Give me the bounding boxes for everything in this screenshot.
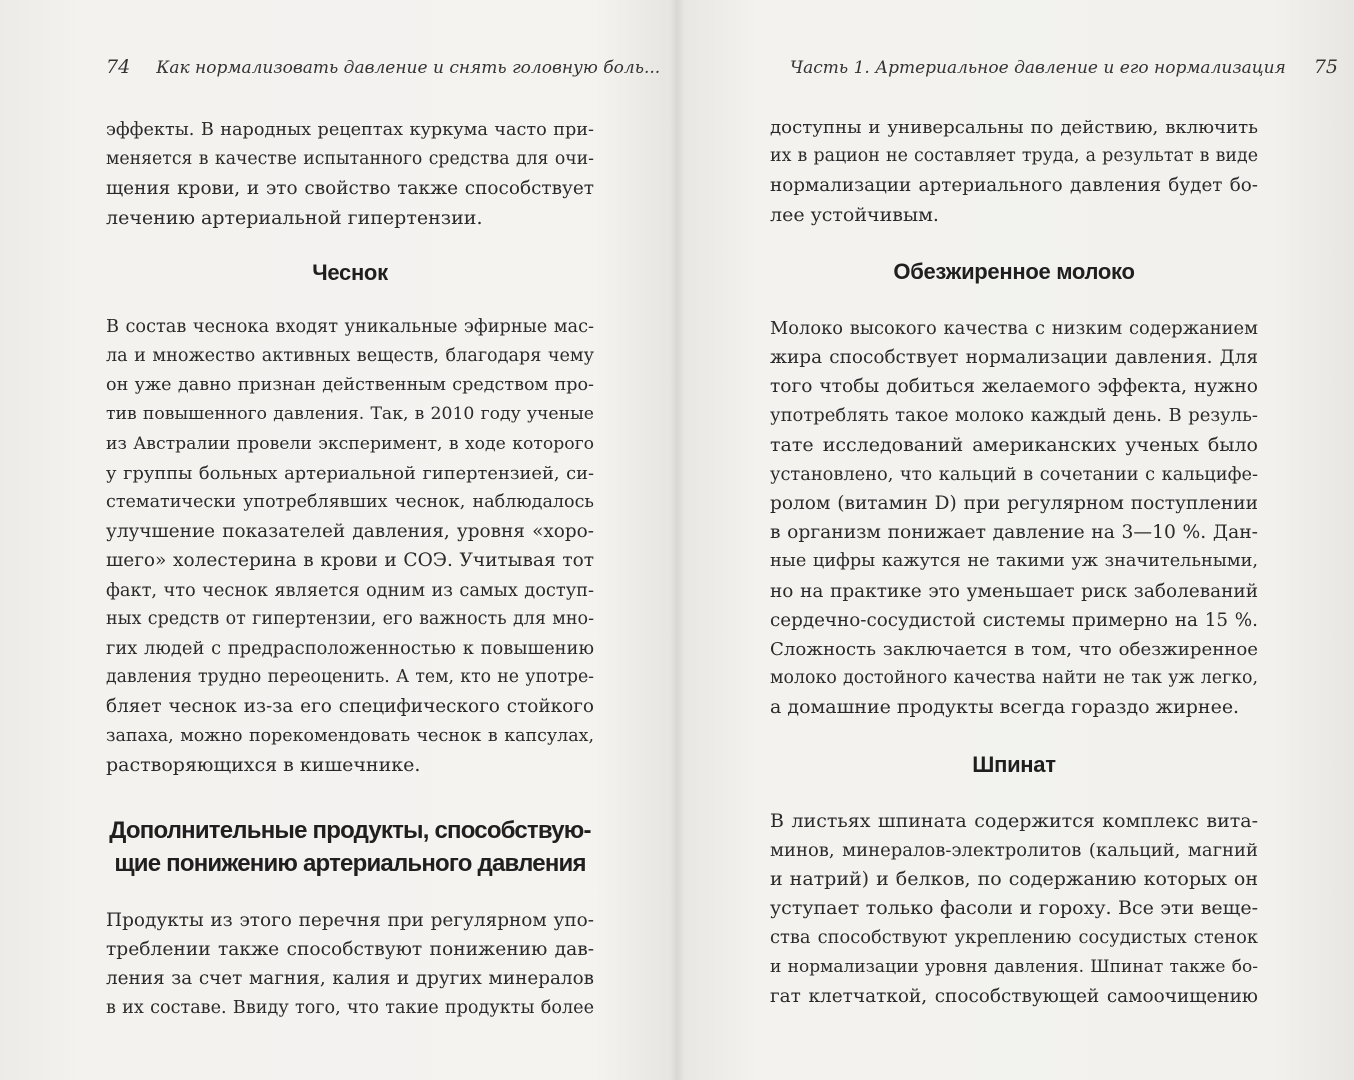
left-page — [0, 0, 676, 1080]
text-line: и натрий) и белков, по содержанию которых он — [770, 868, 1258, 891]
right-page — [678, 0, 1354, 1080]
text-line: лечению артериальной гипертензии. — [106, 206, 483, 229]
text-line: ролом (витамин D) при регулярном поступлении — [770, 493, 1258, 515]
text-line: улучшение показателей давления, уровня «хоро- — [106, 521, 594, 543]
text-line: растворяющихся в кишечнике. — [106, 753, 421, 776]
text-line: гих людей с предрасположенностью к повышению — [106, 638, 594, 660]
left-running-head — [106, 56, 660, 78]
extra-products-paragraph — [106, 906, 594, 1023]
text-line: доступны и универсальны по действию, включить — [770, 117, 1258, 138]
text-line: факт, что чеснок является одним из самых доступ- — [106, 579, 594, 601]
spinach-heading: Шпинат — [972, 751, 1056, 777]
text-line: установлено, что кальций в сочетании с кальцифе- — [770, 463, 1258, 485]
text-line: ла и множество активных веществ, благодаря чему — [106, 346, 594, 367]
text-line: он уже давно признан действенным средством про- — [106, 375, 594, 396]
text-line: ных средств от гипертензии, его важность для мно- — [106, 608, 594, 629]
heading-line: щие понижению артериального давления — [114, 850, 586, 878]
text-line: треблении также способствуют понижению дав- — [106, 939, 594, 961]
extra-products-heading — [106, 814, 594, 880]
text-line: гат клетчаткой, способствующей самоочищению — [770, 985, 1258, 1007]
milk-paragraph — [770, 314, 1258, 723]
text-line: минов, минералов-электролитов (кальций, магний — [770, 839, 1258, 861]
text-line: жира способствует нормализации давления. Для — [770, 347, 1258, 369]
heading-line: Дополнительные продукты, способствую- — [109, 817, 591, 845]
text-line: давления трудно переоценить. А тем, кто не употре- — [106, 667, 594, 688]
text-line: Сложность заключается в том, что обезжиренное — [770, 639, 1258, 661]
text-line: нормализации артериального давления будет бо- — [770, 175, 1258, 197]
text-line: ления за счет магния, калия и других минералов — [106, 968, 594, 990]
text-line: из Австралии провели эксперимент, в ходе которого — [106, 433, 594, 454]
milk-heading: Обезжиренное молоко — [893, 258, 1135, 284]
text-line: у группы больных артериальной гипертензией, си- — [106, 462, 594, 484]
text-line: их в рацион не составляет труда, а результат в виде — [770, 146, 1258, 167]
left-text-column — [106, 116, 594, 1023]
left-running-title: Как нормализовать давление и снять головную боль... — [156, 58, 661, 78]
text-line: того чтобы добиться желаемого эффекта, нужно — [770, 376, 1258, 398]
left-intro-paragraph — [106, 116, 594, 233]
garlic-paragraph — [106, 313, 594, 780]
text-line: Молоко высокого качества с низким содержанием — [770, 317, 1258, 339]
garlic-heading: Чеснок — [312, 259, 388, 285]
text-line: в организм понижает давление на 3—10 %. Дан- — [770, 522, 1258, 544]
text-line: запаха, можно порекомендовать чеснок в капсулах, — [106, 725, 594, 746]
text-line: лее устойчивым. — [770, 203, 939, 226]
right-text-column — [770, 113, 1258, 1011]
text-line: В состав чеснока входят уникальные эфирные мас- — [106, 316, 594, 337]
text-line: Продукты из этого перечня при регулярном упо- — [106, 910, 594, 932]
text-line: стематически употреблявших чеснок, наблюдалось — [106, 492, 594, 513]
text-line: в их составе. Ввиду того, что такие продукты более — [106, 997, 594, 1018]
text-line: ные цифры кажутся не такими уж значительными, — [770, 551, 1258, 572]
text-line: уступает только фасоли и гороху. Все эти веще- — [770, 897, 1258, 920]
text-line: молоко достойного качества найти не так уж легко, — [770, 668, 1258, 689]
right-intro-paragraph — [770, 113, 1258, 230]
text-line: сердечно-сосудистой системы примерно на 15 %. — [770, 609, 1258, 631]
left-page-number: 74 — [106, 56, 131, 78]
text-line: эффекты. В народных рецептах куркума часто при- — [106, 120, 594, 140]
text-line: ства способствуют укреплению сосудистых стенок — [770, 927, 1258, 949]
text-line: тив повышенного давления. Так, в 2010 году ученые — [106, 404, 594, 425]
right-page-number: 75 — [1313, 56, 1339, 78]
text-line: и нормализации уровня давления. Шпинат также бо- — [770, 956, 1258, 977]
text-line: бляет чеснок из-за его специфического стойкого — [106, 696, 594, 718]
right-running-head — [790, 56, 1338, 78]
text-line: щения крови, и это свойство также способствует — [106, 178, 594, 200]
text-line: меняется в качестве испытанного средства для очи- — [106, 149, 594, 170]
right-running-title: Часть 1. Артериальное давление и его нормализация — [790, 58, 1286, 78]
text-line: шего» холестерина в крови и СОЭ. Учитывая тот — [106, 550, 594, 572]
text-line: но на практике это уменьшает риск заболеваний — [770, 580, 1258, 602]
text-line: а домашние продукты всегда гораздо жирнее. — [770, 696, 1240, 719]
spinach-paragraph — [770, 807, 1258, 1011]
text-line: тате исследований американских ученых было — [770, 433, 1258, 456]
text-line: В листьях шпината содержится комплекс вита- — [770, 809, 1258, 832]
text-line: употреблять такое молоко каждый день. В резуль- — [770, 405, 1258, 427]
